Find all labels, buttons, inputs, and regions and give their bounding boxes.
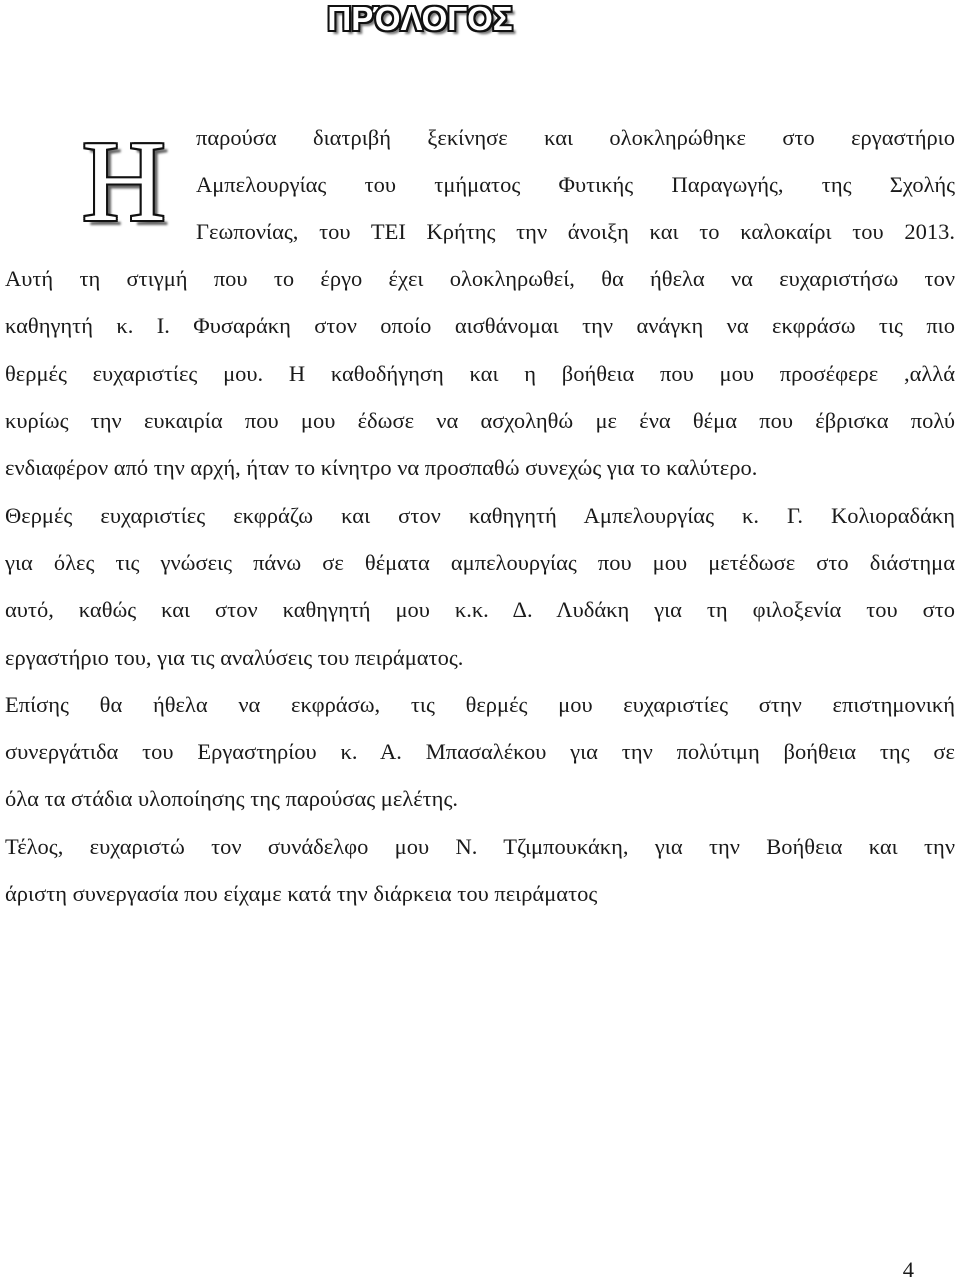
text-line: για όλες τις γνώσεις πάνω σε θέματα αμπελουργίας που μου μετέδωσε στο διάστημα xyxy=(5,550,955,575)
text-line: Επίσης θα ήθελα να εκφράσω, τις θερμές μου ευχαριστίες στην επιστημονική xyxy=(5,692,955,717)
page-number: 4 xyxy=(902,1257,914,1282)
text-line: Αυτή τη στιγμή που το έργο έχει ολοκληρωθεί, θα ήθελα να ευχαριστήσω τον xyxy=(5,266,955,291)
text-line: άριστη συνεργασία που είχαμε κατά την διάρκεια του πειράματος xyxy=(5,881,598,906)
text-line: Θερμές ευχαριστίες εκφράζω και στον καθηγητή Αμπελουργίας κ. Γ. Κολιοραδάκη xyxy=(5,503,955,528)
text-line: κυρίως την ευκαιρία που μου έδωσε να ασχοληθώ με ένα θέμα που έβρισκα πολύ xyxy=(5,408,955,433)
text-line: εργαστήριο του, για τις αναλύσεις του πειράματος. xyxy=(5,645,464,670)
text-line: ενδιαφέρον από την αρχή, ήταν το κίνητρο να προσπαθώ συνεχώς για το καλύτερο. xyxy=(5,455,758,480)
text-line: Γεωπονίας, του ΤΕΙ Κρήτης την άνοιξη και το καλοκαίρι του 2013. xyxy=(196,219,955,244)
text-line: συνεργάτιδα του Εργαστηρίου κ. Α. Μπασαλέκου για την πολύτιμη βοήθεια της σε xyxy=(5,739,955,764)
text-line: καθηγητή κ. Ι. Φυσαράκη στον οποίο αισθάνομαι την ανάγκη να εκφράσω τις πιο xyxy=(5,313,955,338)
text-line: αυτό, καθώς και στον καθηγητή μου κ.κ. Δ. Λυδάκη για τη φιλοξενία του στο xyxy=(5,597,955,622)
text-line: Τέλος, ευχαριστώ τον συνάδελφο μου Ν. Τζιμπουκάκη, για την Βοήθεια και την xyxy=(5,834,955,859)
text-line: Αμπελουργίας του τμήματος Φυτικής Παραγωγής, της Σχολής xyxy=(196,172,955,197)
page-title: ΠΡΌΛΟΓΟΣ xyxy=(327,0,513,37)
text-line: όλα τα στάδια υλοποίησης της παρούσας μελέτης. xyxy=(5,786,458,811)
drop-cap-letter: Η xyxy=(82,118,166,246)
text-line: θερμές ευχαριστίες μου. Η καθοδήγηση και η βοήθεια που μου προσέφερε ,αλλά xyxy=(5,361,955,386)
text-line: παρούσα διατριβή ξεκίνησε και ολοκληρώθηκε στο εργαστήριο xyxy=(196,125,955,150)
